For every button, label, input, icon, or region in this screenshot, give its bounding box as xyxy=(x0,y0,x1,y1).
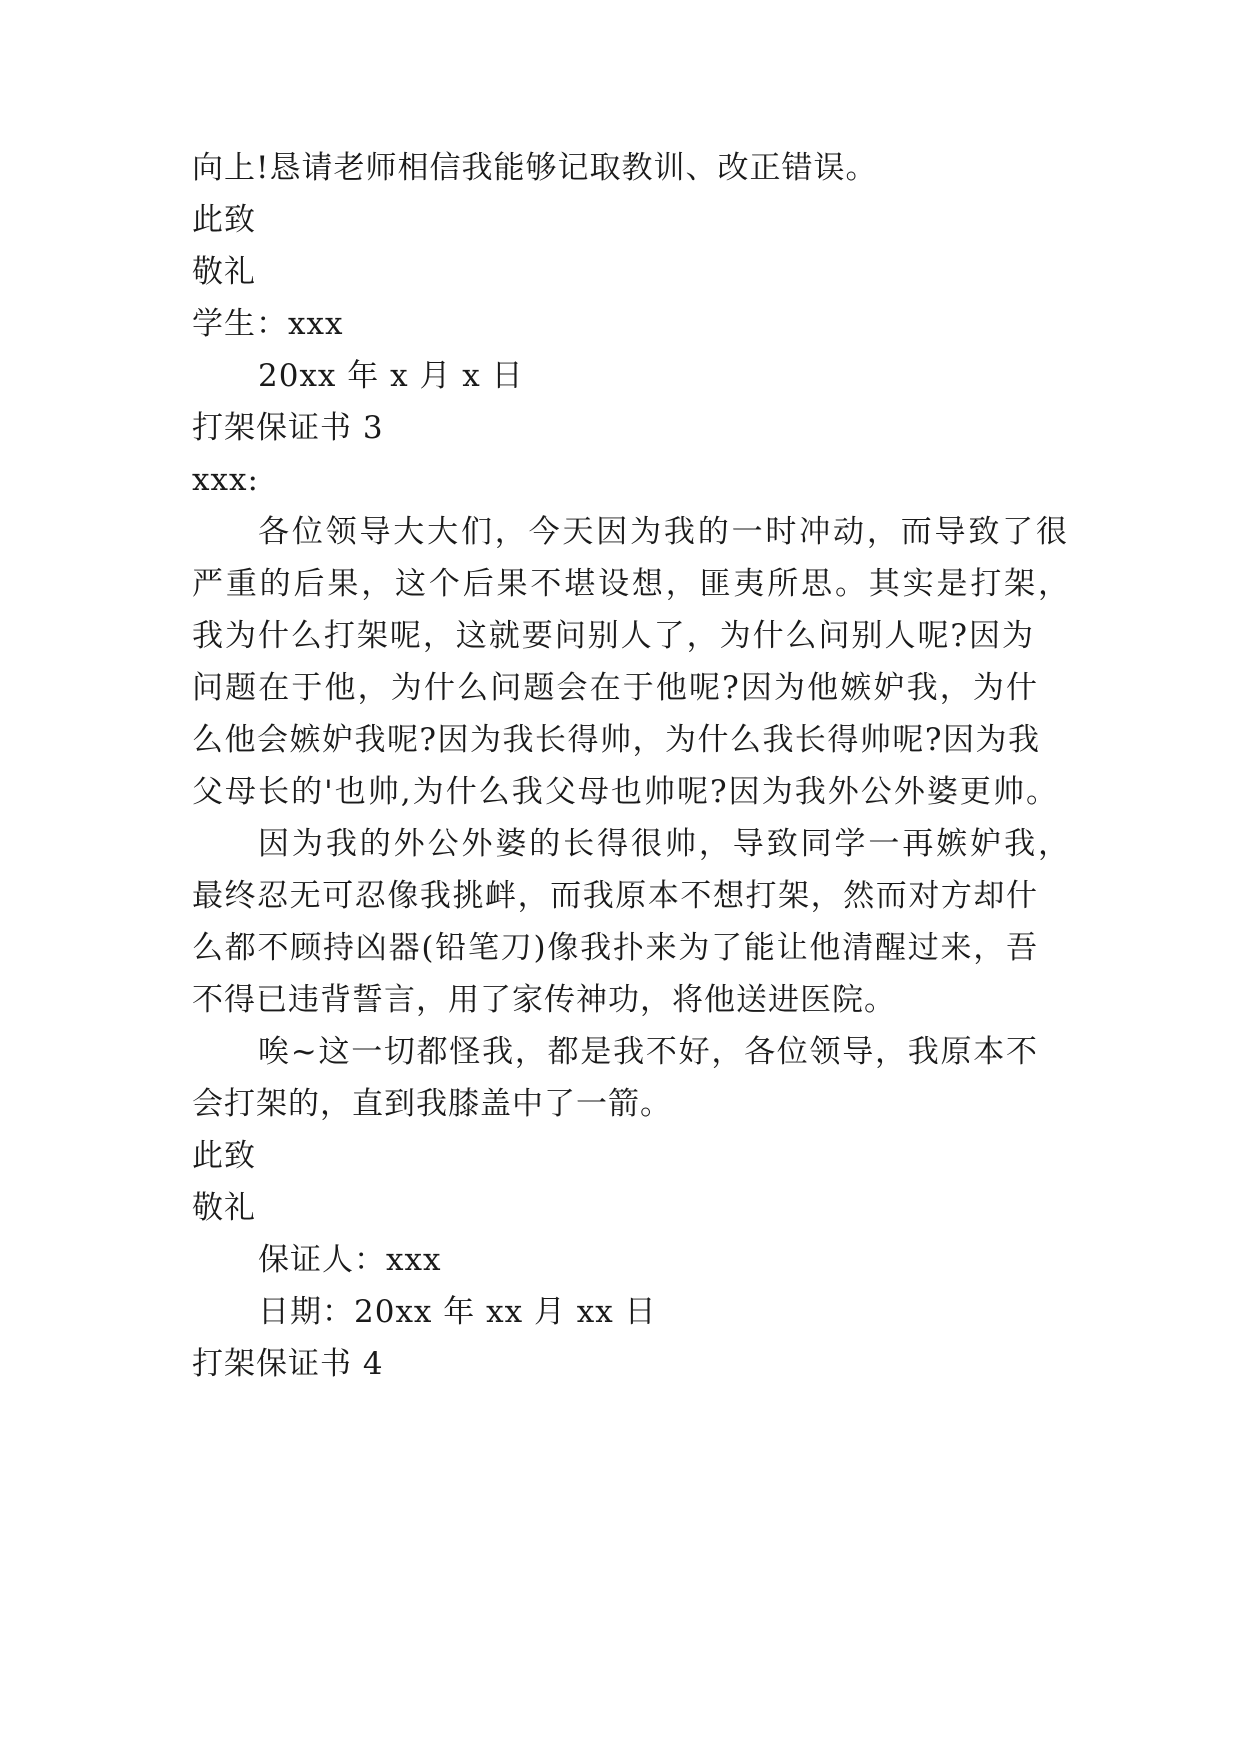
body-text-line: 唉~这一切都怪我，都是我不好，各位领导，我原本不 xyxy=(258,1034,1038,1070)
body-text-line: 会打架的，直到我膝盖中了一箭。 xyxy=(192,1086,672,1122)
body-text-line: 各位领导大大们，今天因为我的一时冲动，而导致了很 xyxy=(258,514,1068,550)
signature-guarantor: 保证人：xxx xyxy=(258,1242,442,1278)
letter-recipient: xxx: xyxy=(192,462,259,498)
body-text-line: 问题在于他，为什么问题会在于他呢?因为他嫉妒我，为什 xyxy=(192,670,1038,706)
signature-student: 学生：xxx xyxy=(192,306,344,342)
closing-salutation: 此致 xyxy=(192,202,256,238)
body-text-line: 向上!恳请老师相信我能够记取教训、改正错误。 xyxy=(192,150,878,186)
body-text-line: 最终忍无可忍像我挑衅，而我原本不想打架，然而对方却什 xyxy=(192,878,1038,914)
section-title: 打架保证书 3 xyxy=(192,410,384,446)
body-text-line: 严重的后果，这个后果不堪设想，匪夷所思。其实是打架， xyxy=(192,566,1070,602)
body-text-line: 么他会嫉妒我呢?因为我长得帅，为什么我长得帅呢?因为我 xyxy=(192,722,1040,758)
closing-regards: 敬礼 xyxy=(192,1190,256,1226)
signature-date: 20xx 年 x 月 x 日 xyxy=(258,358,524,394)
body-text-line: 因为我的外公外婆的长得很帅，导致同学一再嫉妒我， xyxy=(258,826,1070,862)
section-title: 打架保证书 4 xyxy=(192,1346,384,1382)
signature-date: 日期：20xx 年 xx 月 xx 日 xyxy=(258,1294,657,1330)
closing-regards: 敬礼 xyxy=(192,254,256,290)
body-text-line: 我为什么打架呢，这就要问别人了，为什么问别人呢?因为 xyxy=(192,618,1034,654)
closing-salutation: 此致 xyxy=(192,1138,256,1174)
body-text-line: 么都不顾持凶器(铅笔刀)像我扑来为了能让他清醒过来，吾 xyxy=(192,930,1038,966)
body-text-line: 不得已违背誓言，用了家传神功，将他送进医院。 xyxy=(192,982,896,1018)
body-text-line: 父母长的'也帅,为什么我父母也帅呢?因为我外公外婆更帅。 xyxy=(192,774,1058,810)
